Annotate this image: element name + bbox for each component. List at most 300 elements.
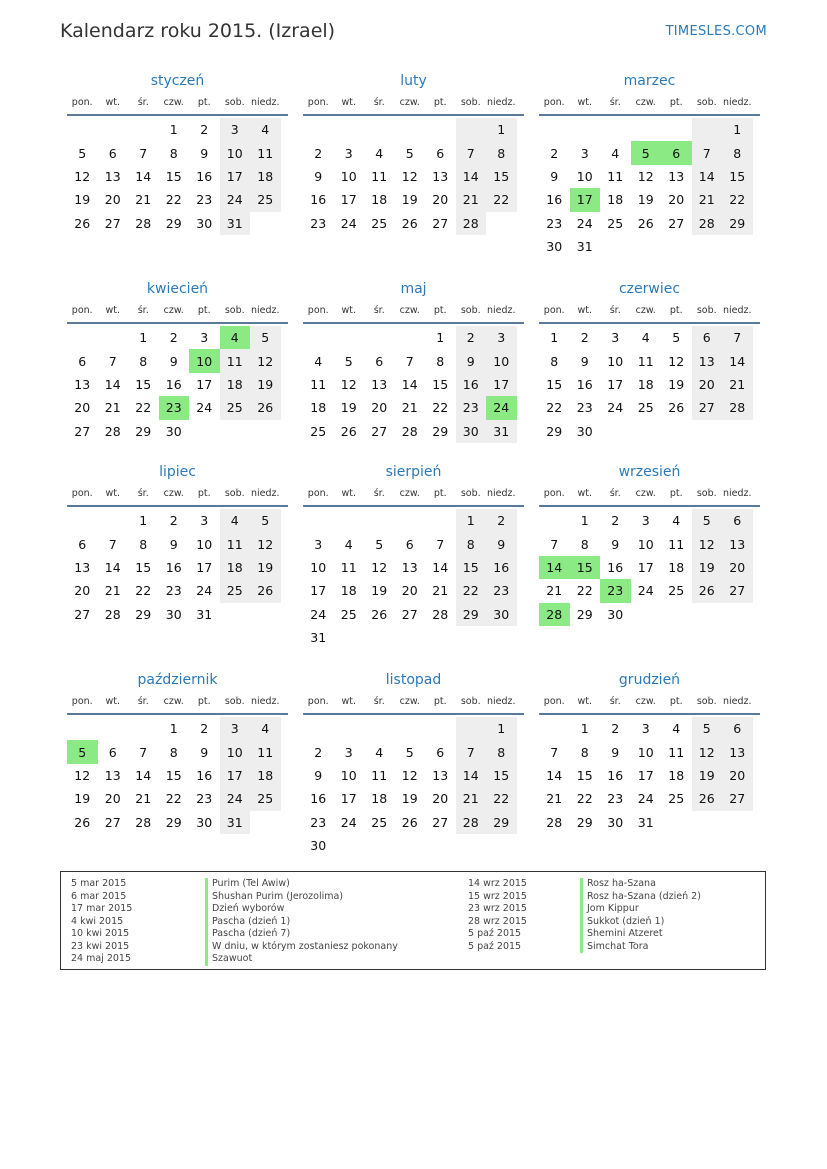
day-cell: 22 bbox=[432, 400, 449, 416]
day-grid bbox=[539, 717, 760, 834]
month-name: styczeń bbox=[150, 73, 205, 89]
empty-cell bbox=[128, 717, 159, 740]
day-cell: 22 bbox=[486, 787, 517, 810]
day-cell: 30 bbox=[196, 814, 213, 830]
day-cell: 10 bbox=[486, 349, 517, 372]
day-cell: 10 bbox=[576, 168, 593, 184]
day-cell: 12 bbox=[401, 767, 418, 783]
empty-cell bbox=[425, 118, 456, 141]
day-cell: 10 bbox=[340, 767, 357, 783]
day-cell: 6 bbox=[722, 509, 753, 532]
day-cell: 21 bbox=[722, 373, 753, 396]
day-cell: 2 bbox=[486, 509, 517, 532]
weekday-label: sob. bbox=[460, 305, 481, 316]
day-cell: 27 bbox=[432, 215, 449, 231]
day-cell: 26 bbox=[692, 579, 723, 602]
day-cell: 24 bbox=[340, 215, 357, 231]
weekday-label: wt. bbox=[341, 305, 356, 316]
weekday-label: pon. bbox=[543, 305, 565, 316]
empty-cell bbox=[98, 717, 129, 740]
day-cell: 3 bbox=[344, 145, 353, 161]
weekday-header bbox=[539, 302, 760, 324]
page-title: Kalendarz roku 2015. (Izrael) bbox=[60, 20, 336, 42]
empty-cell bbox=[395, 509, 426, 532]
day-cell: 2 bbox=[200, 721, 209, 737]
weekday-label: pt. bbox=[669, 305, 683, 316]
day-cell: 6 bbox=[108, 145, 117, 161]
weekday-label: wt. bbox=[577, 488, 592, 499]
weekday-label: sob. bbox=[696, 305, 717, 316]
day-cell: 30 bbox=[486, 603, 517, 626]
day-cell: 5 bbox=[405, 145, 414, 161]
day-cell: 7 bbox=[550, 536, 559, 552]
day-cell: 13 bbox=[692, 349, 723, 372]
day-cell: 16 bbox=[576, 376, 593, 392]
day-cell: 11 bbox=[340, 559, 357, 575]
day-cell: 28 bbox=[104, 606, 121, 622]
day-cell: 16 bbox=[607, 767, 624, 783]
day-cell: 24 bbox=[576, 215, 593, 231]
day-cell: 18 bbox=[371, 791, 388, 807]
day-cell: 23 bbox=[456, 396, 487, 419]
empty-cell bbox=[539, 118, 570, 141]
empty-cell bbox=[334, 118, 365, 141]
day-cell: 20 bbox=[432, 192, 449, 208]
holiday-day-cell: 17 bbox=[570, 188, 601, 211]
day-cell: 3 bbox=[314, 536, 323, 552]
day-cell: 1 bbox=[580, 513, 589, 529]
day-cell: 18 bbox=[250, 764, 281, 787]
day-cell: 14 bbox=[135, 168, 152, 184]
day-cell: 6 bbox=[692, 326, 723, 349]
day-cell: 3 bbox=[220, 118, 251, 141]
empty-cell bbox=[303, 326, 334, 349]
weekday-label: sob. bbox=[460, 488, 481, 499]
day-cell: 16 bbox=[456, 373, 487, 396]
holiday-name: Dzień wyborów bbox=[205, 903, 398, 916]
day-cell: 8 bbox=[456, 532, 487, 555]
weekday-label: sob. bbox=[696, 97, 717, 108]
day-cell: 28 bbox=[546, 814, 563, 830]
day-cell: 5 bbox=[692, 509, 723, 532]
day-cell: 10 bbox=[196, 536, 213, 552]
day-cell: 26 bbox=[74, 215, 91, 231]
weekday-label: sob. bbox=[224, 696, 245, 707]
day-cell: 14 bbox=[692, 165, 723, 188]
day-cell: 6 bbox=[722, 717, 753, 740]
day-cell: 6 bbox=[436, 744, 445, 760]
day-grid bbox=[67, 326, 288, 443]
holiday-name: W dniu, w którym zostaniesz pokonany bbox=[205, 941, 398, 954]
day-cell: 27 bbox=[74, 423, 91, 439]
day-cell: 5 bbox=[250, 509, 281, 532]
site-logo-link[interactable]: TIMESLES.COM bbox=[665, 24, 767, 39]
day-cell: 23 bbox=[576, 400, 593, 416]
holiday-day-cell: 15 bbox=[570, 556, 601, 579]
day-cell: 15 bbox=[135, 376, 152, 392]
weekday-label: czw. bbox=[163, 305, 184, 316]
day-cell: 3 bbox=[580, 145, 589, 161]
day-cell: 7 bbox=[722, 326, 753, 349]
holiday-day-cell: 5 bbox=[67, 740, 98, 763]
empty-cell bbox=[570, 118, 601, 141]
day-cell: 21 bbox=[546, 791, 563, 807]
day-cell: 27 bbox=[722, 579, 753, 602]
day-cell: 2 bbox=[314, 744, 323, 760]
day-cell: 5 bbox=[692, 717, 723, 740]
day-cell: 25 bbox=[371, 215, 388, 231]
weekday-label: niedz. bbox=[250, 97, 280, 108]
empty-cell bbox=[98, 118, 129, 141]
legend-left-dates bbox=[71, 878, 132, 966]
day-cell: 2 bbox=[580, 330, 589, 346]
holiday-name: Rosz ha-Szana (dzień 2) bbox=[580, 891, 701, 904]
empty-cell bbox=[67, 509, 98, 532]
day-cell: 27 bbox=[74, 606, 91, 622]
holiday-date: 4 kwi 2015 bbox=[71, 915, 124, 927]
weekday-label: czw. bbox=[163, 696, 184, 707]
day-cell: 27 bbox=[668, 215, 685, 231]
day-cell: 19 bbox=[692, 764, 723, 787]
day-cell: 26 bbox=[371, 606, 388, 622]
empty-cell bbox=[364, 509, 395, 532]
weekday-label: śr. bbox=[137, 97, 149, 108]
day-cell: 24 bbox=[637, 791, 654, 807]
weekday-label: niedz. bbox=[486, 488, 516, 499]
day-cell: 18 bbox=[310, 400, 327, 416]
day-cell: 25 bbox=[220, 579, 251, 602]
holiday-day-cell: 28 bbox=[539, 603, 570, 626]
day-cell: 23 bbox=[486, 579, 517, 602]
day-cell: 10 bbox=[220, 141, 251, 164]
day-cell: 31 bbox=[637, 814, 654, 830]
empty-cell bbox=[67, 717, 98, 740]
weekday-label: niedz. bbox=[250, 696, 280, 707]
day-cell: 7 bbox=[108, 536, 117, 552]
day-cell: 19 bbox=[637, 192, 654, 208]
day-cell: 9 bbox=[169, 353, 178, 369]
day-cell: 7 bbox=[405, 353, 414, 369]
day-cell: 1 bbox=[486, 118, 517, 141]
weekday-label: śr. bbox=[137, 488, 149, 499]
day-cell: 9 bbox=[200, 744, 209, 760]
day-cell: 23 bbox=[310, 215, 327, 231]
day-cell: 26 bbox=[401, 215, 418, 231]
day-cell: 19 bbox=[401, 791, 418, 807]
weekday-label: śr. bbox=[609, 488, 621, 499]
day-cell: 16 bbox=[196, 767, 213, 783]
holiday-date: 14 wrz 2015 bbox=[468, 878, 527, 889]
day-cell: 6 bbox=[78, 536, 87, 552]
day-cell: 16 bbox=[196, 168, 213, 184]
day-cell: 20 bbox=[722, 764, 753, 787]
day-cell: 28 bbox=[401, 423, 418, 439]
empty-cell bbox=[539, 509, 570, 532]
day-cell: 29 bbox=[135, 606, 152, 622]
day-cell: 8 bbox=[169, 145, 178, 161]
day-cell: 17 bbox=[637, 559, 654, 575]
day-cell: 20 bbox=[401, 583, 418, 599]
day-cell: 27 bbox=[692, 396, 723, 419]
day-cell: 3 bbox=[344, 744, 353, 760]
holiday-day-cell: 23 bbox=[159, 396, 190, 419]
day-cell: 1 bbox=[580, 721, 589, 737]
month-name: czerwiec bbox=[618, 281, 681, 297]
day-cell: 5 bbox=[375, 536, 384, 552]
day-cell: 23 bbox=[607, 791, 624, 807]
weekday-label: czw. bbox=[399, 97, 420, 108]
day-cell: 15 bbox=[722, 165, 753, 188]
day-cell: 20 bbox=[668, 192, 685, 208]
day-cell: 22 bbox=[576, 583, 593, 599]
day-cell: 24 bbox=[220, 188, 251, 211]
day-cell: 26 bbox=[401, 814, 418, 830]
empty-cell bbox=[67, 326, 98, 349]
weekday-label: niedz. bbox=[250, 305, 280, 316]
weekday-label: pt. bbox=[197, 696, 211, 707]
day-cell: 27 bbox=[104, 215, 121, 231]
weekday-label: pon. bbox=[543, 97, 565, 108]
day-cell: 4 bbox=[314, 353, 323, 369]
day-cell: 6 bbox=[78, 353, 87, 369]
day-cell: 11 bbox=[250, 141, 281, 164]
weekday-label: śr. bbox=[137, 305, 149, 316]
empty-cell bbox=[128, 118, 159, 141]
month-name: listopad bbox=[385, 672, 442, 688]
weekday-label: śr. bbox=[137, 696, 149, 707]
weekday-header bbox=[303, 94, 524, 116]
weekday-header bbox=[303, 693, 524, 715]
day-cell: 18 bbox=[220, 556, 251, 579]
day-cell: 13 bbox=[722, 532, 753, 555]
holiday-day-cell: 5 bbox=[631, 141, 662, 164]
day-cell: 4 bbox=[220, 509, 251, 532]
month-2 bbox=[539, 70, 760, 258]
weekday-label: wt. bbox=[105, 305, 120, 316]
day-cell: 17 bbox=[220, 165, 251, 188]
day-cell: 4 bbox=[672, 721, 681, 737]
day-cell: 31 bbox=[486, 420, 517, 443]
holiday-name: Shemini Atzeret bbox=[580, 928, 701, 941]
day-cell: 19 bbox=[371, 583, 388, 599]
day-cell: 31 bbox=[576, 239, 593, 255]
day-cell: 8 bbox=[169, 744, 178, 760]
day-cell: 29 bbox=[546, 423, 563, 439]
weekday-label: czw. bbox=[163, 488, 184, 499]
day-cell: 25 bbox=[668, 583, 685, 599]
day-cell: 21 bbox=[104, 400, 121, 416]
day-cell: 4 bbox=[672, 513, 681, 529]
day-cell: 11 bbox=[668, 536, 685, 552]
day-cell: 20 bbox=[74, 400, 91, 416]
day-cell: 10 bbox=[637, 536, 654, 552]
day-cell: 25 bbox=[668, 791, 685, 807]
weekday-label: wt. bbox=[577, 696, 592, 707]
weekday-label: wt. bbox=[105, 97, 120, 108]
day-cell: 11 bbox=[220, 349, 251, 372]
day-cell: 12 bbox=[74, 767, 91, 783]
day-cell: 5 bbox=[344, 353, 353, 369]
empty-cell bbox=[456, 118, 487, 141]
day-cell: 23 bbox=[165, 583, 182, 599]
day-cell: 2 bbox=[169, 513, 178, 529]
day-cell: 8 bbox=[550, 353, 559, 369]
holiday-name: Szawuot bbox=[205, 953, 398, 966]
day-cell: 1 bbox=[550, 330, 559, 346]
weekday-label: sob. bbox=[460, 696, 481, 707]
weekday-label: pon. bbox=[543, 696, 565, 707]
legend-right-names bbox=[580, 878, 701, 953]
day-cell: 23 bbox=[310, 814, 327, 830]
weekday-label: sob. bbox=[460, 97, 481, 108]
day-cell: 5 bbox=[250, 326, 281, 349]
weekday-label: śr. bbox=[609, 696, 621, 707]
weekday-label: pon. bbox=[71, 488, 93, 499]
day-cell: 1 bbox=[139, 513, 148, 529]
weekday-label: czw. bbox=[163, 97, 184, 108]
day-cell: 3 bbox=[220, 717, 251, 740]
day-cell: 2 bbox=[611, 513, 620, 529]
day-cell: 1 bbox=[456, 509, 487, 532]
weekday-label: czw. bbox=[399, 305, 420, 316]
day-cell: 11 bbox=[668, 744, 685, 760]
day-cell: 20 bbox=[104, 791, 121, 807]
month-8 bbox=[539, 461, 760, 626]
day-cell: 22 bbox=[546, 400, 563, 416]
day-cell: 14 bbox=[104, 376, 121, 392]
weekday-header bbox=[539, 485, 760, 507]
day-cell: 9 bbox=[200, 145, 209, 161]
weekday-label: wt. bbox=[341, 696, 356, 707]
day-cell: 6 bbox=[405, 536, 414, 552]
day-cell: 10 bbox=[220, 740, 251, 763]
day-cell: 2 bbox=[200, 122, 209, 138]
weekday-label: wt. bbox=[105, 488, 120, 499]
day-cell: 3 bbox=[641, 513, 650, 529]
day-cell: 3 bbox=[486, 326, 517, 349]
day-cell: 12 bbox=[371, 559, 388, 575]
day-cell: 11 bbox=[637, 353, 654, 369]
day-cell: 9 bbox=[486, 532, 517, 555]
day-cell: 14 bbox=[401, 376, 418, 392]
day-cell: 8 bbox=[436, 353, 445, 369]
weekday-header bbox=[67, 693, 288, 715]
weekday-label: pt. bbox=[433, 696, 447, 707]
day-cell: 9 bbox=[580, 353, 589, 369]
day-cell: 9 bbox=[456, 349, 487, 372]
month-name: kwiecień bbox=[146, 281, 209, 297]
day-cell: 30 bbox=[607, 606, 624, 622]
day-cell: 13 bbox=[432, 168, 449, 184]
day-cell: 30 bbox=[546, 239, 563, 255]
day-cell: 11 bbox=[220, 532, 251, 555]
day-cell: 17 bbox=[607, 376, 624, 392]
day-cell: 13 bbox=[668, 168, 685, 184]
weekday-label: wt. bbox=[577, 97, 592, 108]
day-cell: 15 bbox=[546, 376, 563, 392]
day-cell: 30 bbox=[165, 606, 182, 622]
day-cell: 25 bbox=[220, 396, 251, 419]
day-cell: 14 bbox=[104, 559, 121, 575]
day-cell: 30 bbox=[607, 814, 624, 830]
day-cell: 2 bbox=[550, 145, 559, 161]
day-cell: 12 bbox=[74, 168, 91, 184]
day-cell: 19 bbox=[74, 192, 91, 208]
day-cell: 21 bbox=[135, 192, 152, 208]
day-cell: 4 bbox=[250, 717, 281, 740]
day-cell: 18 bbox=[250, 165, 281, 188]
day-cell: 21 bbox=[456, 188, 487, 211]
day-cell: 22 bbox=[722, 188, 753, 211]
month-name: październik bbox=[137, 672, 218, 688]
day-grid bbox=[67, 509, 288, 626]
day-cell: 15 bbox=[456, 556, 487, 579]
day-cell: 21 bbox=[432, 583, 449, 599]
day-cell: 26 bbox=[250, 396, 281, 419]
holiday-name: Simchat Tora bbox=[580, 941, 701, 954]
day-cell: 27 bbox=[722, 787, 753, 810]
day-cell: 11 bbox=[250, 740, 281, 763]
day-cell: 12 bbox=[637, 168, 654, 184]
day-cell: 30 bbox=[196, 215, 213, 231]
holiday-date: 10 kwi 2015 bbox=[71, 928, 130, 939]
day-cell: 18 bbox=[340, 583, 357, 599]
day-grid bbox=[67, 717, 288, 834]
weekday-label: pon. bbox=[307, 305, 329, 316]
holiday-date: 23 wrz 2015 bbox=[468, 903, 527, 914]
day-cell: 8 bbox=[580, 744, 589, 760]
weekday-label: pt. bbox=[669, 696, 683, 707]
holiday-name: Pascha (dzień 1) bbox=[205, 916, 398, 929]
day-cell: 28 bbox=[104, 423, 121, 439]
day-cell: 13 bbox=[401, 559, 418, 575]
day-cell: 7 bbox=[108, 353, 117, 369]
day-cell: 17 bbox=[310, 583, 327, 599]
day-cell: 17 bbox=[486, 373, 517, 396]
empty-cell bbox=[631, 118, 662, 141]
empty-cell bbox=[303, 717, 334, 740]
day-cell: 5 bbox=[78, 145, 87, 161]
weekday-header bbox=[67, 94, 288, 116]
day-cell: 6 bbox=[375, 353, 384, 369]
day-cell: 13 bbox=[104, 767, 121, 783]
day-cell: 9 bbox=[611, 536, 620, 552]
empty-cell bbox=[98, 509, 129, 532]
holiday-day-cell: 10 bbox=[189, 349, 220, 372]
holiday-day-cell: 14 bbox=[539, 556, 570, 579]
day-cell: 21 bbox=[456, 787, 487, 810]
holiday-day-cell: 4 bbox=[220, 326, 251, 349]
day-cell: 25 bbox=[250, 188, 281, 211]
day-cell: 16 bbox=[310, 791, 327, 807]
day-grid bbox=[303, 717, 524, 857]
day-cell: 27 bbox=[401, 606, 418, 622]
day-cell: 23 bbox=[196, 791, 213, 807]
day-cell: 23 bbox=[546, 215, 563, 231]
day-cell: 11 bbox=[607, 168, 624, 184]
day-cell: 20 bbox=[722, 556, 753, 579]
day-cell: 7 bbox=[436, 536, 445, 552]
day-cell: 14 bbox=[722, 349, 753, 372]
day-cell: 18 bbox=[637, 376, 654, 392]
weekday-label: czw. bbox=[399, 488, 420, 499]
month-name: maj bbox=[400, 281, 427, 297]
empty-cell bbox=[692, 118, 723, 141]
day-cell: 12 bbox=[250, 349, 281, 372]
day-cell: 20 bbox=[432, 791, 449, 807]
day-cell: 28 bbox=[135, 215, 152, 231]
month-1 bbox=[303, 70, 524, 235]
